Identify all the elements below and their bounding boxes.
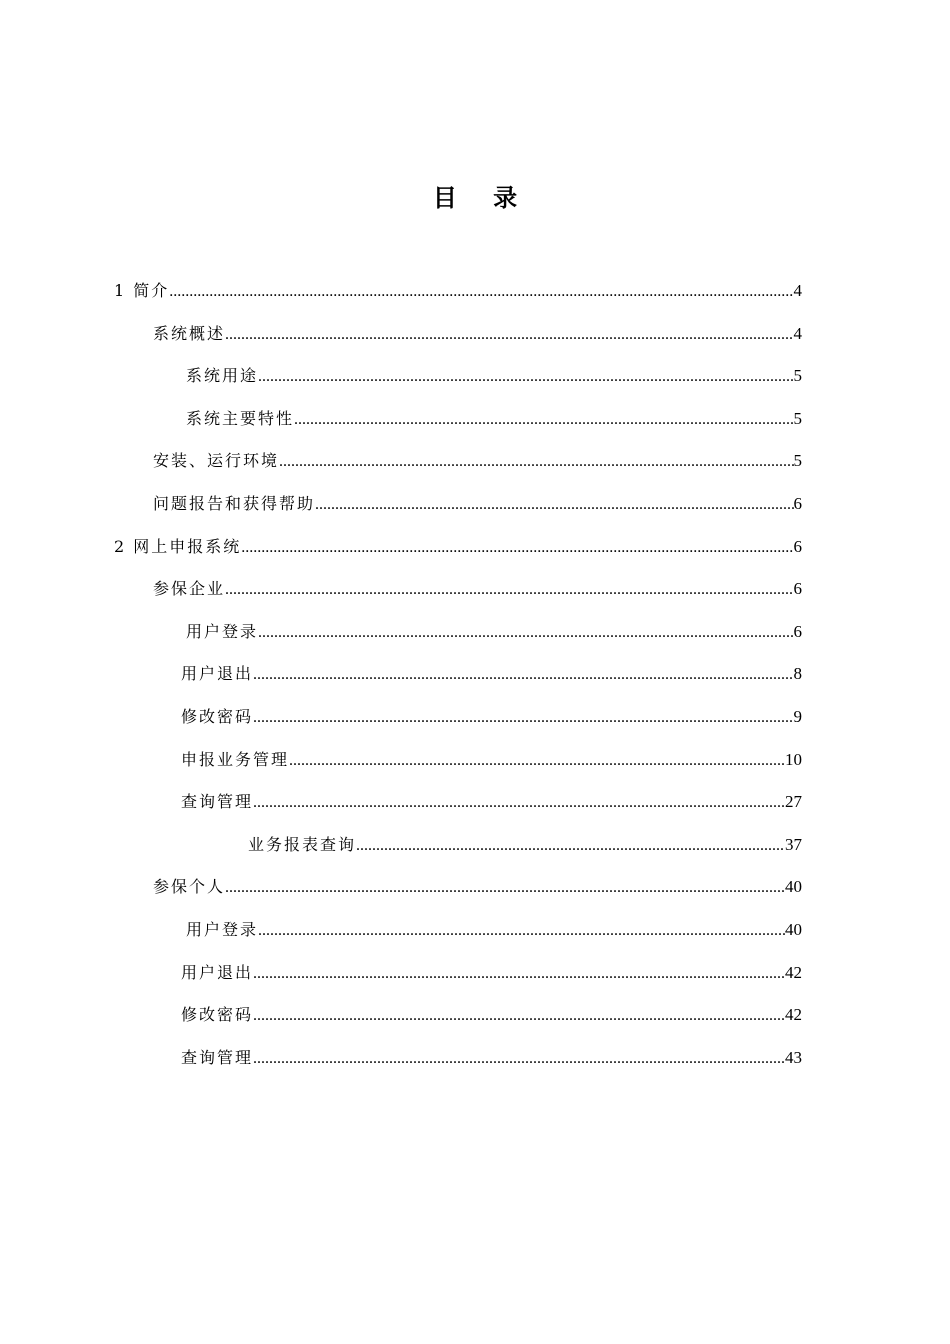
toc-entry[interactable]: [0, 744, 950, 787]
toc-entry-page-number: 42: [785, 962, 802, 982]
toc-entry[interactable]: [0, 275, 950, 318]
toc-dot-leader: [356, 830, 785, 862]
toc-entry-label: 系统概述: [153, 323, 226, 343]
toc-entry-label: 用户登录: [186, 919, 259, 939]
toc-dot-leader: [258, 361, 793, 393]
toc-dot-leader: [225, 319, 793, 351]
toc-dot-leader: [253, 958, 785, 990]
toc-dot-leader: [253, 659, 793, 691]
toc-entry-page-number: 9: [793, 706, 802, 726]
toc-entry-label: 系统用途: [186, 366, 259, 386]
toc-dot-leader: [294, 404, 793, 436]
toc-entry-page-number: 6: [793, 579, 802, 599]
toc-entry-page-number: 42: [785, 1005, 802, 1025]
toc-dot-leader: [315, 489, 793, 521]
toc-entry-page-number: 5: [793, 408, 802, 428]
toc-entry[interactable]: [0, 658, 950, 701]
toc-entry[interactable]: [0, 914, 950, 957]
toc-entry[interactable]: [0, 829, 950, 872]
toc-entry-page-number: 8: [793, 664, 802, 684]
toc-entry[interactable]: [0, 531, 950, 574]
toc-dot-leader: [253, 1043, 785, 1075]
toc-dot-leader: [289, 745, 785, 777]
toc-dot-leader: [225, 872, 785, 904]
toc-entry[interactable]: [0, 871, 950, 914]
toc-entry-label: 修改密码: [181, 706, 254, 726]
toc-entry-page-number: 37: [785, 834, 802, 854]
toc-dot-leader: [169, 276, 793, 308]
toc-entry-page-number: 40: [785, 877, 802, 897]
toc-entry[interactable]: [0, 957, 950, 1000]
toc-entry-page-number: 6: [793, 536, 802, 556]
toc-entry[interactable]: [0, 445, 950, 488]
toc-entry[interactable]: [0, 573, 950, 616]
toc-dot-leader: [258, 915, 785, 947]
toc-entry-label: 2 网上申报系统: [114, 536, 242, 556]
toc-dot-leader: [241, 532, 793, 564]
toc-entry-label: 参保个人: [153, 877, 226, 897]
table-of-contents: [0, 275, 950, 1084]
toc-entry-page-number: 27: [785, 792, 802, 812]
toc-entry[interactable]: [0, 360, 950, 403]
toc-entry-page-number: 4: [793, 281, 802, 300]
toc-entry-label: 1 简介: [114, 281, 170, 300]
toc-entry-label: 系统主要特性: [186, 408, 295, 428]
toc-dot-leader: [279, 446, 793, 478]
toc-dot-leader: [258, 617, 793, 649]
toc-entry-label: 用户登录: [186, 621, 259, 641]
toc-entry-page-number: 6: [793, 493, 802, 513]
toc-entry-label: 业务报表查询: [248, 834, 357, 854]
page-title: 目 录: [432, 184, 532, 212]
toc-dot-leader: [253, 702, 793, 734]
toc-entry[interactable]: [0, 701, 950, 744]
toc-entry-label: 申报业务管理: [181, 749, 290, 769]
toc-entry-page-number: 5: [793, 366, 802, 386]
toc-entry[interactable]: [0, 616, 950, 659]
toc-entry-page-number: 43: [785, 1047, 802, 1067]
toc-entry-label: 用户退出: [181, 664, 254, 684]
toc-entry[interactable]: [0, 318, 950, 361]
toc-entry[interactable]: [0, 1042, 950, 1085]
toc-entry[interactable]: [0, 403, 950, 446]
toc-entry-label: 用户退出: [181, 962, 254, 982]
toc-entry-label: 查询管理: [181, 792, 254, 812]
toc-entry[interactable]: [0, 786, 950, 829]
toc-entry-page-number: 10: [785, 749, 802, 769]
toc-entry-label: 修改密码: [181, 1005, 254, 1025]
toc-entry-page-number: 5: [793, 451, 802, 471]
toc-entry[interactable]: [0, 999, 950, 1042]
toc-entry-page-number: 4: [793, 323, 802, 343]
toc-entry-page-number: 40: [785, 919, 802, 939]
toc-entry[interactable]: [0, 488, 950, 531]
toc-entry-label: 安装、运行环境: [153, 451, 280, 471]
toc-dot-leader: [253, 1000, 785, 1032]
toc-entry-label: 问题报告和获得帮助: [153, 493, 316, 513]
toc-entry-label: 查询管理: [181, 1047, 254, 1067]
toc-entry-page-number: 6: [793, 621, 802, 641]
toc-entry-label: 参保企业: [153, 579, 226, 599]
toc-dot-leader: [225, 574, 793, 606]
toc-dot-leader: [253, 787, 785, 819]
